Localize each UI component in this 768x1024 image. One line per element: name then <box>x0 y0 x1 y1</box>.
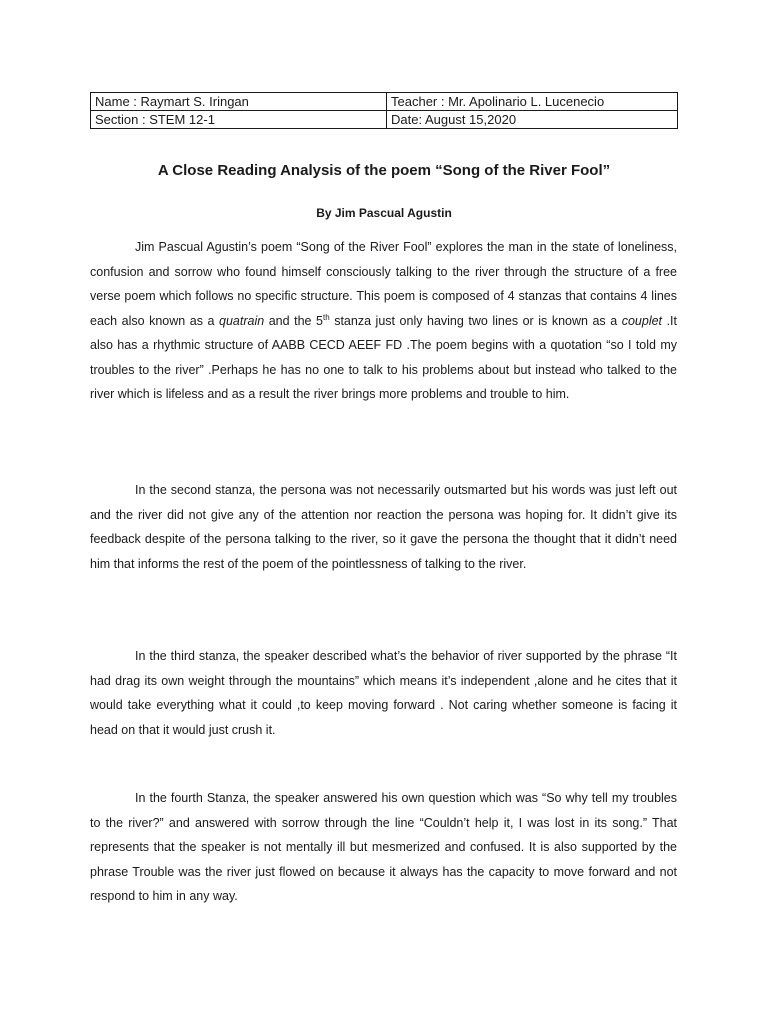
paragraph-intro <box>90 235 677 407</box>
paragraph-fourth-stanza: In the fourth Stanza, the speaker answered his own question which was “So why tell my troubles to the river?” and answered with sorrow through the line “Couldn’t help it, I was lost in its song.” That represents that the speaker is not mentally ill but mesmerized and confused. It is also supported by the phrase Trouble was the river just flowed on because it always has the capacity to move forward and not respond to him in any way. <box>90 791 677 903</box>
date-cell: Date: August 15,2020 <box>387 111 678 129</box>
paragraph-text: .It also has a rhythmic structure of AABB CECD AEEF FD .The poem begins with a quotation “so I told my troubles to the river” .Perhaps he has no one to talk to his problems about but instead who talked to the river which is lifeless and as a result the river brings more problems and trouble to him. <box>90 313 677 401</box>
table-row <box>91 93 678 111</box>
paragraph-text: and the 5 <box>264 313 323 328</box>
section-cell: Section : STEM 12-1 <box>91 111 387 129</box>
author-byline: By Jim Pascual Agustin <box>316 206 452 220</box>
ordinal-suffix: th <box>322 312 330 322</box>
paragraph-text: Jim Pascual Agustin’s poem “Song of the River Fool” explores the man in the state of loneliness, confusion and sorrow who found himself consciously talking to the river through the structure of a free verse poem which follows no specific structure. This poem is composed of 4 stanzas that contains 4 lines each also known as a <box>90 240 677 328</box>
paragraph-third-stanza: In the third stanza, the speaker described what’s the behavior of river supported by the phrase “It had drag its own weight through the mountains” which means it’s independent ,alone and he cites that it would take everything what it could ,to keep moving forward . Not caring whether someone is facing it head on that it would just crush it. <box>90 649 677 737</box>
paragraph-second-stanza: In the second stanza, the persona was not necessarily outsmarted but his words was just left out and the river did not give any of the attention nor reaction the persona was hoping for. It didn’t give its feedback despite of the persona talking to the river, so it gave the persona the thought that it didn’t need him that informs the rest of the poem of the pointlessness of talking to the river. <box>90 483 677 571</box>
couplet-term: couplet <box>621 313 663 328</box>
quatrain-term: quatrain <box>219 313 265 328</box>
document-title: A Close Reading Analysis of the poem “Song of the River Fool” <box>157 162 611 179</box>
student-name-cell: Name : Raymart S. Iringan <box>91 93 387 111</box>
teacher-cell: Teacher : Mr. Apolinario L. Lucenecio <box>387 93 678 111</box>
student-info-table <box>90 92 678 129</box>
table-row <box>91 111 678 129</box>
paragraph-text: stanza just only having two lines or is known as a <box>329 313 622 328</box>
